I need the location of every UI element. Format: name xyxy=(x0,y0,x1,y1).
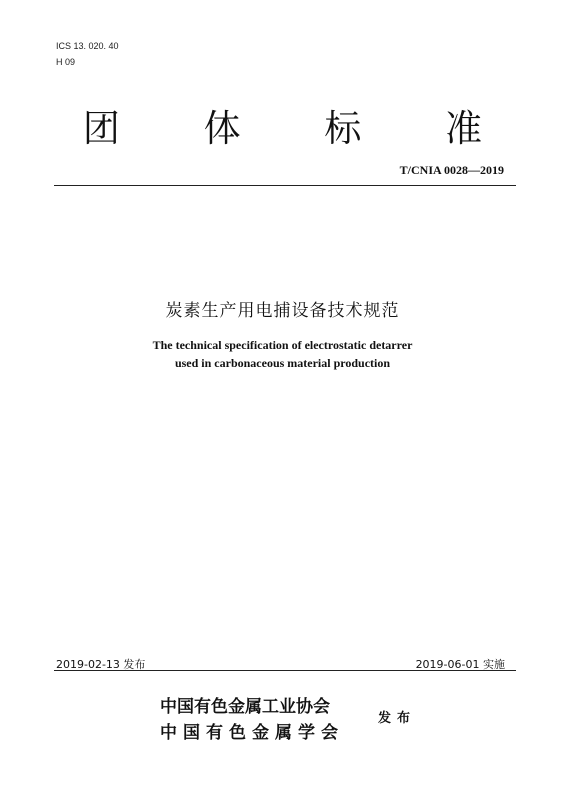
issuer-org-1: 中国有色金属工业协会 xyxy=(160,697,330,717)
ics-code: ICS 13. 020. 40 xyxy=(56,41,119,51)
bottom-divider xyxy=(54,670,516,671)
english-title-line-1: The technical specification of electrostatic detarrer xyxy=(152,338,413,352)
publish-date: 2019-02-13 发布 xyxy=(56,658,146,671)
chinese-title: 炭素生产用电捕设备技术规范 xyxy=(165,301,400,321)
implementation-date: 2019-06-01 实施 xyxy=(415,658,505,671)
issue-label: 发布 xyxy=(378,711,417,726)
classification-code: H 09 xyxy=(56,57,76,67)
document-type-title: 团 体 标 准 xyxy=(82,107,519,150)
top-divider xyxy=(54,185,516,186)
standard-number: T/CNIA 0028—2019 xyxy=(399,163,504,177)
english-title-line-2: used in carbonaceous material production xyxy=(174,356,391,370)
issuer-org-2: 中国有色金属学会 xyxy=(160,723,344,743)
